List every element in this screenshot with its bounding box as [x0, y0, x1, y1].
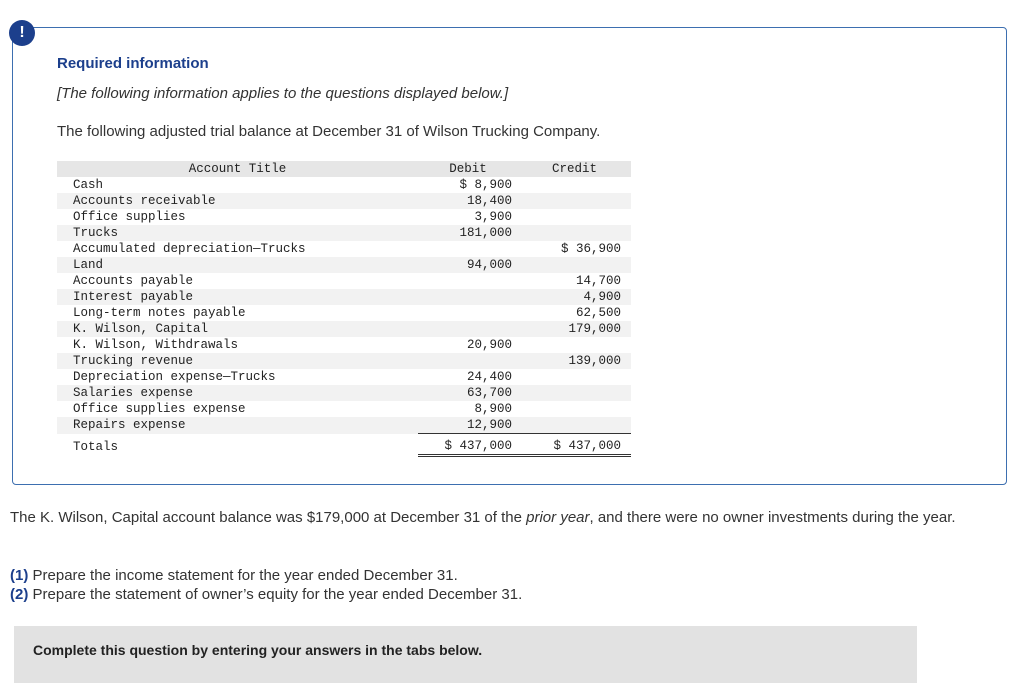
header-account-title: Account Title	[57, 161, 418, 177]
debit-cell: 18,400	[418, 193, 518, 209]
credit-cell	[518, 337, 631, 353]
trial-balance-intro: The following adjusted trial balance at December 31 of Wilson Trucking Company.	[57, 123, 601, 140]
credit-cell	[518, 417, 631, 434]
instruction-number: (1)	[10, 567, 29, 584]
debit-cell: 20,900	[466, 338, 512, 352]
credit-cell	[518, 385, 631, 401]
account-title-cell: K. Wilson, Withdrawals	[73, 338, 239, 352]
instruction-item	[10, 585, 522, 604]
credit-cell	[518, 257, 631, 273]
trial-balance-row	[57, 369, 631, 385]
required-info-panel	[12, 24, 1007, 485]
credit-cell	[518, 401, 631, 417]
trial-balance-row	[57, 417, 631, 434]
debit-cell	[418, 289, 518, 305]
trial-balance-row	[57, 241, 631, 257]
trial-balance-row	[57, 385, 631, 401]
credit-cell	[518, 193, 631, 209]
account-title-cell: Land	[57, 257, 418, 273]
debit-cell	[418, 273, 518, 289]
account-title-cell: K. Wilson, Capital	[57, 321, 418, 337]
instruction-text: Prepare the statement of owner’s equity for the year ended December 31.	[28, 586, 523, 603]
account-title-cell: Office supplies	[73, 210, 186, 224]
credit-cell: 62,500	[575, 306, 621, 320]
answer-tabs-banner	[14, 626, 917, 683]
account-title-cell: Depreciation expense—Trucks	[73, 370, 276, 384]
trial-balance-row	[57, 337, 631, 353]
debit-cell: 63,700	[418, 385, 518, 401]
account-title-cell: Trucking revenue	[57, 353, 418, 369]
trial-balance-row	[57, 321, 631, 337]
debit-cell	[418, 321, 518, 337]
account-title-cell: Interest payable	[57, 289, 418, 305]
credit-cell	[518, 369, 631, 385]
account-title-cell: Trucks	[57, 225, 418, 241]
trial-balance-row	[57, 353, 631, 369]
trial-balance-row	[57, 257, 631, 273]
credit-cell	[518, 209, 631, 225]
trial-balance-row	[57, 177, 631, 193]
trial-balance-header-row	[57, 161, 631, 177]
trial-balance-table	[57, 161, 631, 457]
credit-cell: 139,000	[518, 353, 631, 369]
account-title-cell: Accounts receivable	[57, 193, 418, 209]
trial-balance-row	[57, 225, 631, 241]
debit-cell: $ 8,900	[459, 178, 512, 192]
paragraph-text-before: The K. Wilson, Capital account balance was $179,000 at December 31 of the	[10, 509, 527, 526]
instruction-item	[10, 566, 522, 585]
debit-cell: 94,000	[418, 257, 518, 273]
totals-debit: $ 437,000	[418, 434, 518, 456]
account-title-cell: Accounts payable	[73, 274, 194, 288]
trial-balance-row	[57, 305, 631, 321]
trial-balance-row	[57, 289, 631, 305]
debit-cell: 24,400	[466, 370, 512, 384]
debit-cell	[418, 241, 518, 257]
debit-cell	[418, 353, 518, 369]
totals-label: Totals	[73, 439, 119, 454]
instructions-list	[10, 566, 522, 604]
trial-balance-row	[57, 401, 631, 417]
paragraph-text-after: , and there were no owner investments during the year.	[589, 509, 956, 526]
account-title-cell: Repairs expense	[57, 417, 418, 434]
header-credit: Credit	[518, 161, 631, 177]
debit-cell: 3,900	[474, 210, 512, 224]
answer-tabs-banner-text: Complete this question by entering your answers in the tabs below.	[33, 642, 483, 658]
required-info-note: [The following information applies to the questions displayed below.]	[57, 85, 509, 102]
paragraph-emphasis: prior year	[526, 509, 590, 526]
trial-balance-row	[57, 273, 631, 289]
debit-cell	[418, 305, 518, 321]
alert-icon: !	[9, 20, 35, 46]
credit-cell: 14,700	[575, 274, 621, 288]
header-debit: Debit	[418, 161, 518, 177]
account-title-cell: Accumulated depreciation—Trucks	[73, 242, 306, 256]
credit-cell	[518, 225, 631, 241]
trial-balance-row	[57, 209, 631, 225]
credit-cell	[518, 177, 631, 193]
debit-cell: 181,000	[418, 225, 518, 241]
credit-cell: 4,900	[518, 289, 631, 305]
account-title-cell: Office supplies expense	[73, 402, 246, 416]
capital-balance-paragraph	[10, 508, 1000, 527]
trial-balance-row	[57, 193, 631, 209]
debit-cell: 12,900	[418, 417, 518, 434]
instruction-number: (2)	[10, 586, 29, 603]
account-title-cell: Salaries expense	[57, 385, 418, 401]
account-title-cell: Cash	[73, 178, 104, 192]
instruction-text: Prepare the income statement for the year ended December 31.	[28, 567, 458, 584]
trial-balance-totals-row	[57, 434, 631, 456]
credit-cell: $ 36,900	[560, 242, 621, 256]
required-info-title: Required information	[57, 55, 209, 72]
account-title-cell: Long-term notes payable	[73, 306, 246, 320]
debit-cell: 8,900	[474, 402, 512, 416]
credit-cell: 179,000	[518, 321, 631, 337]
totals-credit: $ 437,000	[518, 434, 631, 456]
